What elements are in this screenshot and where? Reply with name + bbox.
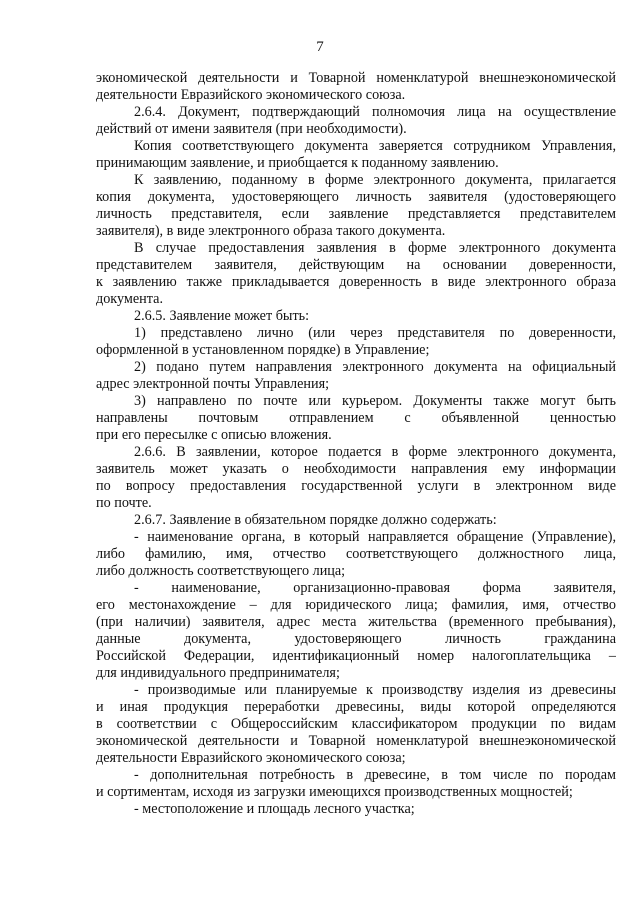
text-line: к заявлению также прикладывается доверенность в виде электронного образа	[96, 274, 616, 290]
text-line: Копия соответствующего документа заверяется сотрудником Управления,	[134, 138, 616, 154]
text-line: 2.6.7. Заявление в обязательном порядке должно содержать:	[134, 512, 497, 528]
text-line: заявителя), в виде электронного образа такого документа.	[96, 223, 446, 239]
text-line: К заявлению, поданному в форме электронного документа, прилагается	[134, 172, 616, 188]
paragraph	[96, 444, 616, 512]
paragraph	[96, 325, 616, 359]
text-line: деятельности Евразийского экономического союза.	[96, 87, 406, 103]
text-line: копия документа, удостоверяющего личность заявителя (удостоверяющего	[96, 189, 616, 205]
text-line: 2) подано путем направления электронного документа на официальный	[134, 359, 616, 375]
text-line: - производимые или планируемые к производству изделия из древесины	[134, 682, 616, 698]
text-line: 1) представлено лично (или через представителя по доверенности,	[134, 325, 616, 341]
text-line: представителем заявителя, действующим на основании доверенности,	[96, 257, 616, 273]
text-line: - местоположение и площадь лесного участка;	[134, 801, 415, 817]
text-line: экономической деятельности и Товарной номенклатурой внешнеэкономической	[96, 70, 616, 86]
paragraph	[96, 801, 616, 818]
page-number: 7	[316, 39, 324, 55]
text-line: действий от имени заявителя (при необходимости).	[96, 121, 407, 137]
paragraph	[96, 104, 616, 138]
text-line: - дополнительная потребность в древесине, в том числе по породам	[134, 767, 616, 783]
text-line: (при наличии) заявителя, адрес места жительства (временного пребывания),	[96, 614, 616, 630]
text-line: личность представителя, если заявление представляется представителем	[96, 206, 616, 222]
text-line: по вопросу предоставления государственной услуги в электронном виде	[96, 478, 616, 494]
paragraph	[96, 767, 616, 801]
paragraph	[96, 138, 616, 172]
paragraph	[96, 512, 616, 529]
text-line: либо фамилию, имя, отчество соответствующего должностного лица,	[96, 546, 616, 562]
text-line: принимающим заявление, и приобщается к поданному заявлению.	[96, 155, 499, 171]
paragraph	[96, 529, 616, 580]
text-line: для индивидуального предпринимателя;	[96, 665, 340, 681]
text-line: 2.6.4. Документ, подтверждающий полномочия лица на осуществление	[134, 104, 616, 120]
paragraph	[96, 308, 616, 325]
text-line: и сортиментам, исходя из загрузки имеющихся производственных мощностей;	[96, 784, 573, 800]
text-line: данные документа, удостоверяющего личность гражданина	[96, 631, 616, 647]
text-line: документа.	[96, 291, 163, 307]
text-line: В случае предоставления заявления в форме электронного документа	[134, 240, 616, 256]
text-line: 2.6.6. В заявлении, которое подается в форме электронного документа,	[134, 444, 616, 460]
text-line: - наименование органа, в который направляется обращение (Управление),	[134, 529, 616, 545]
text-line: его местонахождение – для юридического лица; фамилия, имя, отчество	[96, 597, 616, 613]
text-line: при его пересылке с описью вложения.	[96, 427, 332, 443]
paragraph	[96, 70, 616, 104]
text-line: по почте.	[96, 495, 152, 511]
text-line: Российской Федерации, идентификационный номер налогоплательщика –	[96, 648, 616, 664]
text-line: в соответствии с Общероссийским классификатором продукции по видам	[96, 716, 616, 732]
text-line: либо должность соответствующего лица;	[96, 563, 346, 579]
paragraph	[96, 240, 616, 308]
text-line: 3) направлено по почте или курьером. Документы также могут быть	[134, 393, 616, 409]
text-line: 2.6.5. Заявление может быть:	[134, 308, 310, 324]
paragraph	[96, 682, 616, 767]
paragraph	[96, 393, 616, 444]
text-line: оформленной в установленном порядке) в Управление;	[96, 342, 430, 358]
text-line: экономической деятельности и Товарной номенклатурой внешнеэкономической	[96, 733, 616, 749]
text-line: деятельности Евразийского экономического союза;	[96, 750, 406, 766]
paragraph	[96, 359, 616, 393]
text-line: заявитель может указать о необходимости направления ему информации	[96, 461, 616, 477]
document-body	[96, 70, 616, 818]
text-line: адрес электронной почты Управления;	[96, 376, 330, 392]
paragraph	[96, 580, 616, 682]
text-line: - наименование, организационно-правовая форма заявителя,	[134, 580, 616, 596]
paragraph	[96, 172, 616, 240]
text-line: направлены почтовым отправлением с объявленной ценностью	[96, 410, 616, 426]
text-line: и иная продукция переработки древесины, виды которой определяются	[96, 699, 616, 715]
